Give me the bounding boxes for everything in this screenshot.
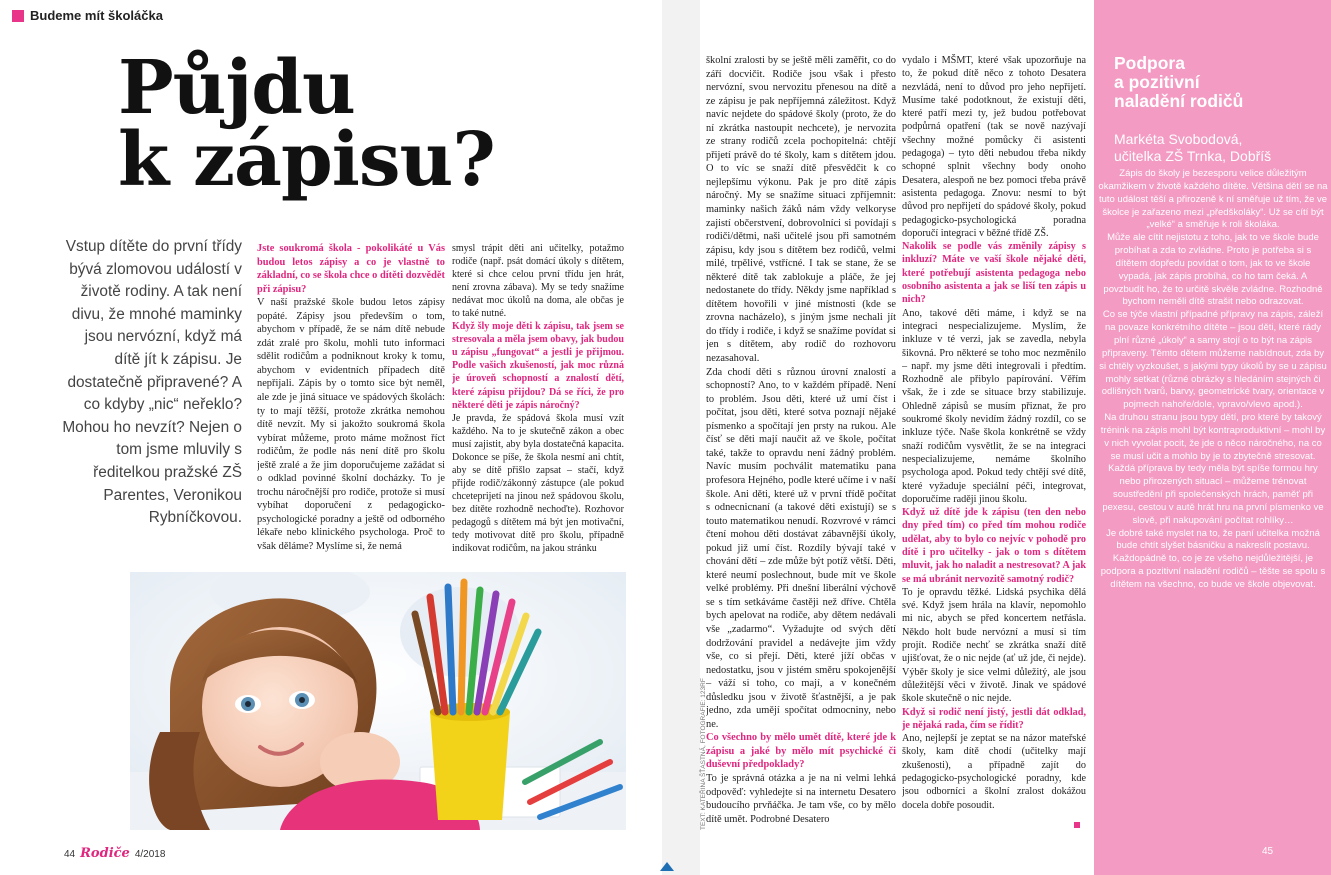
photo-credit: TEXT: KATEŘINA ŠŤASTNÁ, FOTOGRAFIE: 123RF	[700, 678, 707, 830]
page-gutter	[662, 0, 700, 875]
article-end-mark	[1074, 822, 1080, 828]
sidebar-paragraph: Každopádně to, co je ze všeho nejdůležitější, je podpora a pozitivní naladění rodičů – těšte se spolu s dítětem na všechno, co bude ve škole objevovat.	[1100, 553, 1326, 590]
article-paragraph: školní zralosti by se ještě měli zaměřit, co do září docvičit. Rodiče jsou však i přesto nervózní, svou nervozitu přenesou na dítě a ze zápisu je pak nepříjemná záležitost. Když navíc nejdete do spádové školy (proto, že do ní zkrátka nastoupit nechcete), je nervozita ze strany rodičů zcela pochopitelná: chtějí přijetí právě do té školy, kam s dítětem jdou. O to víc se snaží dítě přesvědčit k co nejlepšímu výkonu. Pak je pro dítě zápis náročný. My se snažíme situaci zpříjemnit: maminky našich žáků nám vždy velkoryse zajistí občerstvení, dobrovolníci si povídají s rodiči/dětmi, naši učitelé jsou při samotném zápisu, kdy jsou s dítětem bez rodičů, velmi milé, trpělivé, vstřícné. I tak se stane, že se některé dítě tak zablokuje a pláče, že jej nedostanete do třídy. Někdy jsme například s dítětem hovořili v jiné místnosti (kde se zrovna nacházelo), s jiným jsme nechali jít do třídy i rodiče, i když se snažíme povídat si jen s dítětem, aby rodič do rozhovoru nezasahoval.	[706, 55, 896, 365]
text-column-4	[902, 54, 1086, 832]
article-paragraph: Ano, takové děti máme, i když se na integraci nespecializujeme. Myslím, že inkluze v té verzi, jak se zavedla, nebyla šikovná. Pro některé se toho moc nezměnilo – např. my jsme děti integrovali i předtím. Rozhodně ale přibylo papírování. Věřím však, že i zde se situace brzy stabilizuje. Ohledně zápisů se musím přiznat, že pro soukromé školy nevidím žádný rozdíl, co se inkluze týče. Naše škola konkrétně se vždy snaží rodičům vysvětlit, že se na integraci nespecializujeme, nemáme školního psychologa apod. Pokud tedy chtějí své dítě, které vyžaduje speciální péči, integrovat, doporučíme raději jinou školu.	[902, 307, 1086, 505]
article-paragraph: Zda chodí děti s různou úrovní znalostí a schopností? Ano, to v každém případě. Není to problém. Jsou děti, které už umí číst i počítat, jsou děti, které sotva poznají nějaké písmenko a spočítají jen prsty na rukou. Ale čísť se děti mají naučit až ve škole, počítat také, takže to opravdu není žádný problém. Navíc musím pochválit matematiku pana profesora Hejného, podle které učíme i v naší škole. Ani děti, které už v první třídě počítat s odnecnicnaní (a takové děti existují) se s touto matematikou nenudí. Rozvrové v rámci čtení mohou děti dostávat zábavnější úkoly, pokud již umí číst. Rozdíly bývají také v chování dětí – zde může být potíž větší. Děti, které neumí poslechnout, bude mít ve škole velké problémy. Při dnešní liberální výchově se s tím setkáváme častěji než dříve. Chtěla bych apelovat na rodiče, aby dětem nedávali vše „zadarmo“. Vyžadujte od svých dětí dodržování pravidel a nedávejte jim vždy vše, co si přejí. Děti, které jíží občas v nedostatku, jsou v jistém směru spokojenější – váží si toho, co mají, a v konečném důsledku jsou v životě šťastnější, a je pak jedno, zda umějí spočítat odmocniny, nebo ne.	[706, 366, 896, 730]
section-label: Budeme mít školáčka	[30, 8, 163, 23]
article-paragraph: smysl trápit děti ani učitelky, potažmo rodiče (např. psát domácí úkoly s dítětem, které si chce celou první třídu jen hrát, není zrovna zábava). My se tedy snažíme nedávat moc úkolů na doma, ale občas je to také nutné.	[452, 243, 624, 320]
section-tag	[12, 8, 163, 23]
sidebar-author-name: Markéta Svobodová,	[1114, 131, 1243, 147]
article-paragraph: Ano, nejlepší je zeptat se na názor mateřské školy, kam dítě chodí (učitelky mají zkušenosti), a případně zajít do pedagogicko-psychologické poradny, kde jsou odborníci a školní zralost dokážou docela dobře posoudit.	[902, 733, 1086, 811]
article-paragraph: To je opravdu těžké. Lidská psychika dělá své. Když jsem hrála na klavír, nepomohlo mi nic, abych se před koncertem netřásla. Někdo holt bude nervózní a musí si tím projít. Rodiče nechť se zkrátka snaží dítě ujišťovat, že o nic nejde (ať už jde, či nejde). Výběr školy je sice velmi důležitý, ale jsou důležitější věci v životě. Jinak ve spádové škole skutečně o nic nejde.	[902, 586, 1086, 705]
sidebar-text	[1098, 168, 1328, 592]
sidebar-paragraph: Na druhou stranu jsou typy dětí, pro které by takový trénink na zápis mohl být kontraproduktivní – mohl by v nich vyvolat pocit, že jde o něco náročného, na co se musí učit a mohlo by je to zbytečně stresovat. Každá příprava by tedy měla být spíše formou hry nebo přirozených situací – můžeme trénovat soustředění při společenských hrách, paměť při pexesu, cestou v autě hrát hru na první písmenko ve slově, při nakupování počítat rohlíky…	[1100, 412, 1326, 526]
sidebar-paragraph: Je dobré také myslet na to, že paní učitelka možná bude chtít slyšet básničku a nakreslit postavu.	[1106, 527, 1320, 552]
photo-illustration	[130, 572, 626, 830]
sidebar-paragraph: Zápis do školy je bezesporu velice důležitým okamžikem v životě každého dítěte. Většina dětí se na tuto událost těší a přirozeně k ní směřuje už tím, že ve školce je zařazeno mezi „předškoláky“. Už se cítí být „velké“ a směřuje k roli školáka.	[1098, 168, 1328, 231]
page-number-left: 44	[64, 849, 76, 860]
text-column-3	[706, 54, 896, 834]
article-paragraph: vydalo i MŠMT, které však upozorňuje na to, že pokud dítě něco z tohoto Desatera nezvládá, není to důvod pro jeho nepřijetí. Musíme také podotknout, že existují děti, které patří mezi ty, jež budou potřebovat podpůrná opatření (tak se nově nazývají všechny možné pomůcky či asistenti pedagoga) – tyto děti nebudou třeba nikdy schopné splnit všechny body onoho Desatera, alespoň ne bez pomoci třeba právě asistenta pedagoga. Znovu: nesmí to být důvod pro nepřijetí do spádové školy, pokud pedagogicko-psychologická poradna doporučí integraci v běžné třídě ZŠ.	[902, 55, 1086, 239]
sidebar-author-role: učitelka ZŠ Trnka, Dobříš	[1114, 147, 1272, 164]
sidebar-paragraph: Co se týče vlastní případné přípravy na zápis, záleží na povaze konkrétního dítěte – jsou děti, které rády plní různé „úkoly“ a samy stojí o to být na zápis připraveny. Těmto dětem můžeme nabídnout, zda by si chtěly vyzkoušet, s jakými typy úkolů by se u zápisu mohly setkat (různé obrázky s hledáním stejných či odlišných tvarů, barvy, geometrické tvary, orientace v pojmech nahoře/dole, vpravo/vlevo apod.).	[1099, 309, 1327, 411]
article-paragraph: To je správná otázka a je na ni velmi lehká odpověď: vyhledejte si na internetu Desatero budoucího prvňáčka. Je tam vše, co by mělo dítě umět. Podrobné Desatero	[706, 772, 896, 825]
sidebar-title	[1114, 54, 1314, 111]
text-column-2	[452, 242, 624, 568]
interview-question: Když šly moje děti k zápisu, tak jsem se stresovala a měla jsem obavy, jak budou u zápisu „fungovat“ a jestli je přijmou. Podle vašich zkušeností, jak moc různá je úroveň schopností a znalostí dětí, které zápisu přijdou? Dá se říci, že pro některé děti je zápis náročný?	[452, 321, 624, 411]
article-headline	[118, 45, 638, 203]
sidebar-title-line-1: Podpora	[1114, 53, 1185, 73]
headline-line-1: Půjdu	[118, 45, 355, 131]
magazine-brand: Rodiče	[80, 846, 130, 861]
interview-question: Když si rodič není jistý, jestli dát odklad, je nějaká rada, čím se řídit?	[902, 706, 1086, 731]
interview-question: Co všechno by mělo umět dítě, které jde k zápisu a jaké by mělo mít psychické či duševní předpoklady?	[706, 732, 896, 771]
interview-question: Jste soukromá škola - pokolikáté u Vás budou letos zápisy a co je vlastně to základní, co se škola chce o dítěti dozvědět při zápisu?	[257, 243, 445, 295]
text-column-1	[257, 242, 445, 568]
page-number-right: 45	[1262, 846, 1274, 857]
scroll-up-arrow-icon[interactable]	[660, 862, 674, 871]
article-paragraph: Je pravda, že spádová škola musí vzít každého. Na to je skutečně zákon a obec musí zajistit, aby byla dostatečná kapacita. Dokonce se píše, že škola nesmí ani chtít, aby se dítě přišlo zapsat – stačí, když přijde rodič/zákonný zástupce (ale pokud chceteprijetí na jinou než spádovou školu, bez dítěte rozhodně nechoďte). Rozhovor pedagogů s dítětem má být jen motivační, tedy motivovat dítě pro školu, případně indikovat rodičům, na jakou stránku	[452, 412, 624, 555]
sidebar-paragraph: Může ale cítit nejistotu z toho, jak to ve škole bude probíhat a zda to zvládne. Proto je potřeba si s dítětem dopředu povídat o tom, jak to ve škole vypadá, jak zápis probíhá, co ho tam čeká. A povzbudit ho, že to určitě skvěle zvládne. Rozhodně bychom neměli dítě strašit nebo odrazovat.	[1103, 232, 1323, 308]
interview-question: Nakolik se podle vás změnily zápisy s inkluzí? Máte ve vaší škole nějaké děti, které potřebují asistenta pedagoga nebo osobního asistenta a jak se liší ten zápis u nich?	[902, 241, 1086, 306]
issue-number: 4/2018	[134, 849, 166, 860]
sidebar-title-line-2: a pozitivní	[1114, 72, 1200, 92]
footer-left	[64, 846, 165, 861]
sidebar-author	[1114, 131, 1319, 164]
sidebar-title-line-3: naladění rodičů	[1114, 91, 1244, 111]
article-intro: Vstup dítěte do první třídy bývá zlomovou událostí v životě rodiny. A tak není divu, že mnohé maminky jsou nervózní, když má dítě jít k zápisu. Je dostatečně připravené? A co kdyby „nic“ neřeklo? Mohou ho nevzít? Nejen o tom jsme mluvily s ředitelkou pražské ZŠ Parentes, Veronikou Rybníčkovou.	[62, 238, 242, 527]
headline-line-2: k zápisu?	[118, 117, 495, 203]
article-paragraph: V naší pražské škole budou letos zápisy popáté. Zápisy jsou především o tom, abychom v případě, že se nám dítě nebude zdát zralé pro školu, mohli tuto informaci sdělit rodičům a podniknout kroky k tomu, abychom v evidentních případech dítě nepřijali. Zápis by o tomto sice být neměl, ale zde je jiná situace ve spádových školách: ty to mají těžší, protože zkrátka nemohou dítě nevzít. My si jakožto soukromá škola vybírat můžeme, proto máme možnost říct rodičům, že podle nás není dítě pro školu ještě zralé a že jim doporučujeme zažádat si o odklad povinné školní docházky. To je trochu náročnější pro rodiče, protože si musí vybíhat doporučení z pedagogicko-psychologické poradny a ještě od odborného lékaře nebo klinického psychologa. Proč to však děláme? Myslíme si, že nemá	[257, 297, 445, 553]
pink-square-icon	[12, 10, 24, 22]
photo-girl-with-pencils	[130, 572, 626, 830]
interview-question: Když už dítě jde k zápisu (ten den nebo dny před tím) co před tím mohou rodiče udělat, aby to bylo co nejvíc v pohodě pro dítě i pro učitelky - jak o tom s dítětem mluvit, jak ho naladit a nestresovat? A jak se má ubránit nervozitě samotný rodič?	[902, 507, 1086, 585]
